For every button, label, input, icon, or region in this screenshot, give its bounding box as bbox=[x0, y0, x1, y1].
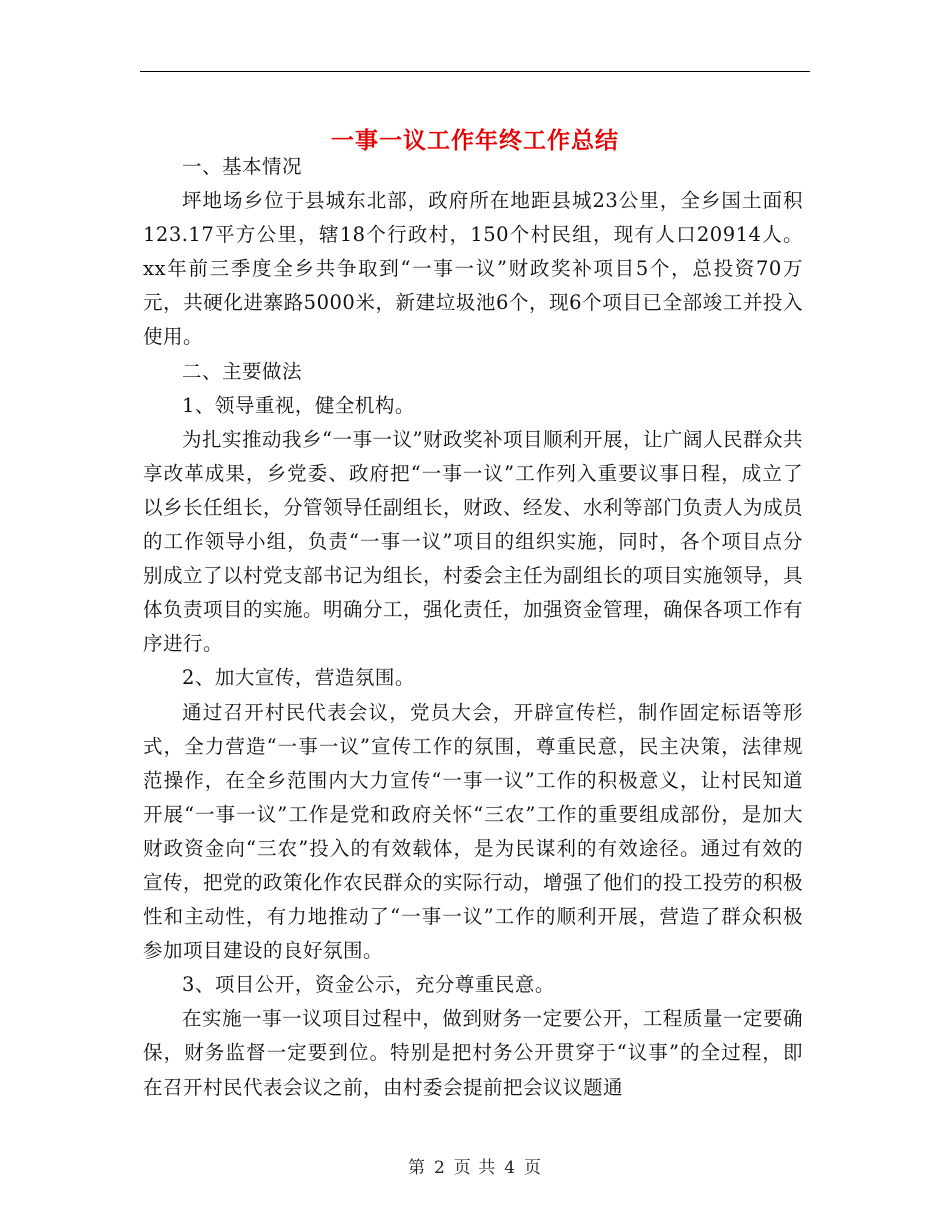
document-title: 一事一议工作年终工作总结 bbox=[331, 127, 619, 155]
section-heading-main-practices: 二、主要做法 bbox=[182, 359, 303, 383]
paragraph-publicity: 通过召开村民代表会议，党员大会，开辟宣传栏，制作固定标语等形式，全力营造“一事一议”宣传工作的氛围，尊重民意，民主决策，法律规范操作，在全乡范围内大力宣传“一事一议”工作的积极意义，让村民知道开展“一事一议”工作是党和政府关怀“三农”工作的重要组成部份，是加大财政资金向“三农”投入的有效载体，是为民谋利的有效途径。通过有效的宣传，把党的政策化作农民群众的实际行动，增强了他们的投工投劳的积极性和主动性，有力地推动了“一事一议”工作的顺利开展，营造了群众积极参加项目建设的良好氛围。 bbox=[143, 700, 804, 963]
paragraph-basic-situation: 坪地场乡位于县城东北部，政府所在地距县城23公里，全乡国土面积123.17平方公里，辖18个行政村，150个村民组，现有人口20914人。xx年前三季度全乡共争取到“一事一议”财政奖补项目5个，总投资70万元，共硬化进寨路5000米，新建垃圾池6个，现6个项目已全部竣工并投入使用。 bbox=[143, 189, 803, 349]
subheading-leadership: 1、领导重视，健全机构。 bbox=[182, 393, 415, 417]
page-number-footer bbox=[0, 1153, 950, 1178]
footer-middle: 页 共 bbox=[453, 1158, 497, 1178]
current-page-number: 2 bbox=[433, 1158, 446, 1178]
footer-suffix: 页 bbox=[524, 1158, 543, 1178]
paragraph-leadership: 为扎实推动我乡“一事一议”财政奖补项目顺利开展，让广阔人民群众共享改革成果，乡党委、政府把“一事一议”工作列入重要议事日程，成立了以乡长任组长，分管领导任副组长，财政、经发、水利等部门负责人为成员的工作领导小组，负责“一事一议”项目的组织实施，同时，各个项目点分别成立了以村党支部书记为组长，村委会主任为副组长的项目实施领导，具体负责项目的实施。明确分工，强化责任，加强资金管理，确保各项工作有序进行。 bbox=[143, 427, 804, 656]
total-page-number: 4 bbox=[504, 1158, 517, 1178]
document-body bbox=[143, 150, 803, 1105]
section-heading-basic-situation: 一、基本情况 bbox=[182, 155, 303, 178]
paragraph-disclosure: 在实施一事一议项目过程中，做到财务一定要公开，工程质量一定要确保，财务监督一定要到位。特别是把村务公开贯穿于“议事”的全过程，即在召开村民代表会议之前，由村委会提前把会议议题通 bbox=[143, 1007, 803, 1099]
subheading-publicity: 2、加大宣传，营造氛围。 bbox=[182, 666, 415, 690]
footer-prefix: 第 bbox=[407, 1158, 426, 1178]
subheading-disclosure: 3、项目公开，资金公示，充分尊重民意。 bbox=[182, 973, 555, 997]
header-rule bbox=[140, 71, 810, 72]
